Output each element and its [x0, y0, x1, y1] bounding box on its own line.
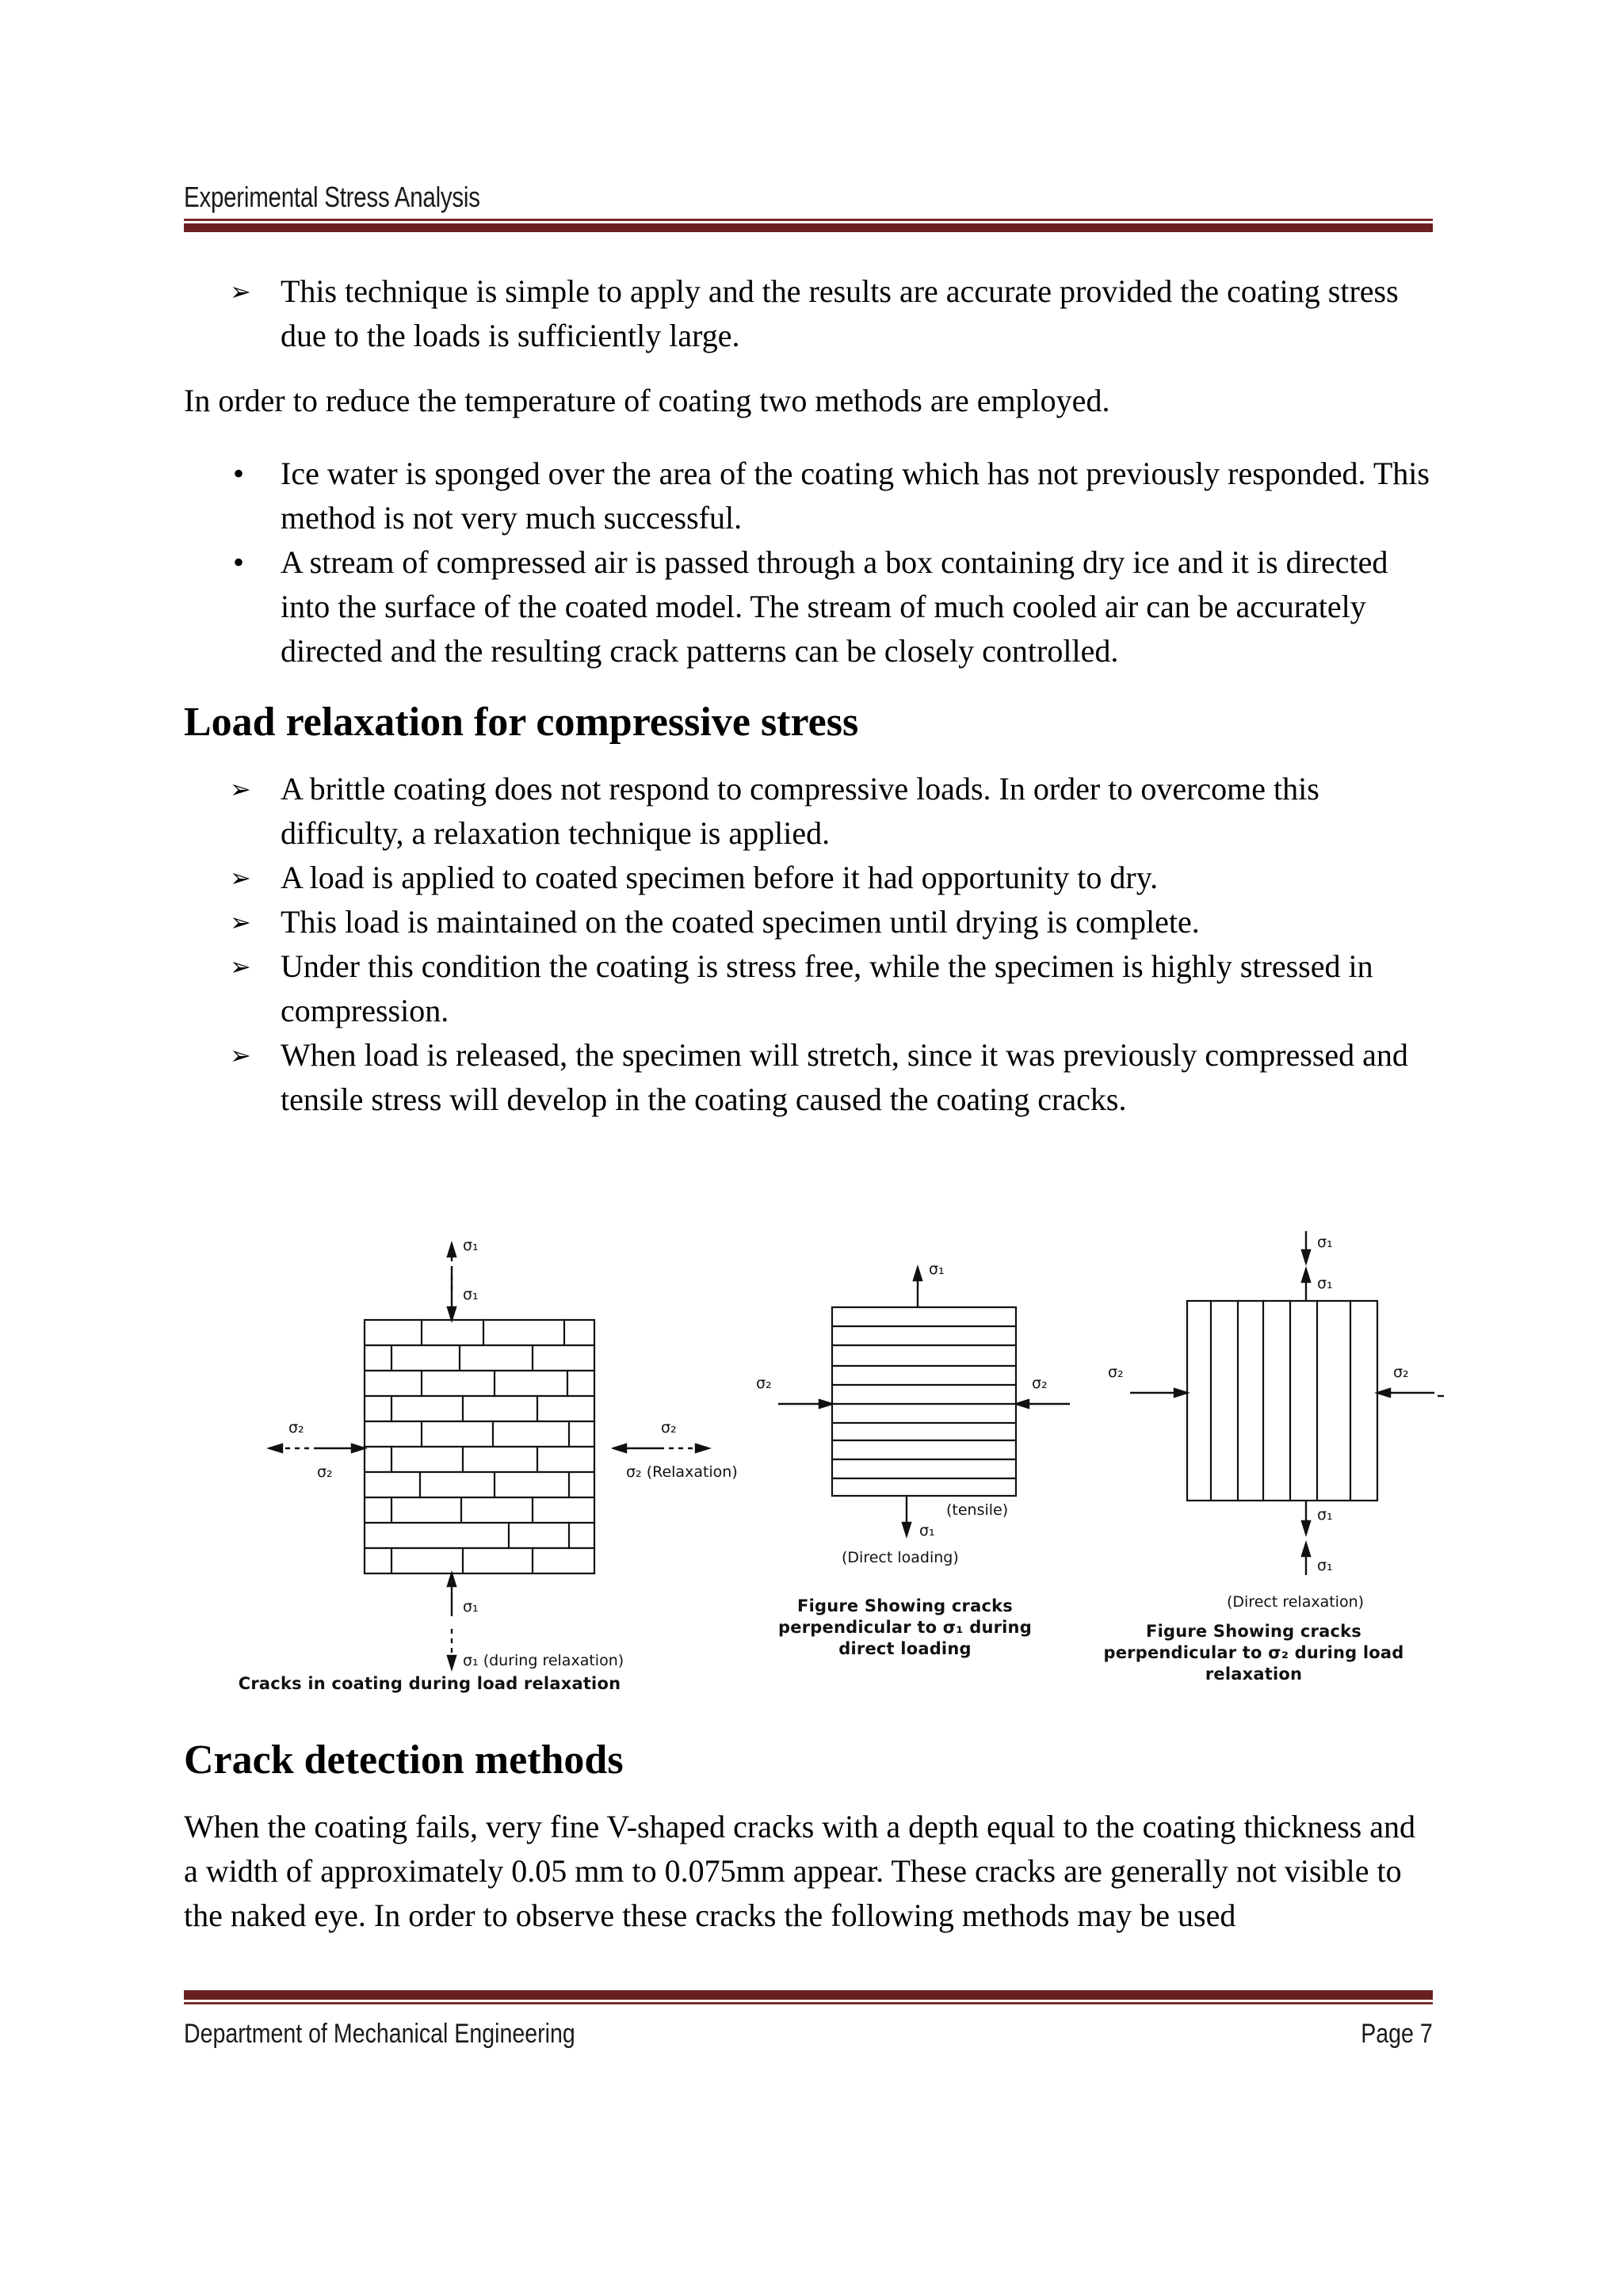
figure3-caption-bold: Figure	[1146, 1622, 1208, 1641]
page-header	[184, 181, 1433, 232]
list-item	[184, 1033, 1433, 1122]
closing-paragraph: When the coating fails, very fine V-shaped cracks with a depth equal to the coating thickness and a width of approximately 0.05 mm to 0.075mm appear. These cracks are generally not visible to the naked eye. In order to observe these cracks the following methods may be used	[184, 1809, 1415, 1933]
sigma2-left-label: σ₂	[1108, 1363, 1124, 1381]
figure-cracks-direct-loading	[739, 1252, 1071, 1660]
figure3-caption	[1056, 1621, 1452, 1685]
direct-loading-label: (Direct loading)	[842, 1549, 959, 1566]
figure-vertical-stripes-diagram	[1079, 1228, 1444, 1640]
direct-relaxation-label: (Direct relaxation)	[1227, 1593, 1365, 1611]
list-item-text: When load is released, the specimen will stretch, since it was previously compressed and tensile stress will develop in the coating caused the coating cracks.	[281, 1037, 1408, 1117]
figure-cracks-load-relaxation	[184, 1220, 675, 1695]
list-item	[184, 540, 1433, 673]
sigma2-left-label: σ₂	[756, 1375, 772, 1392]
sigma1-top-inner-label: σ₁	[1317, 1275, 1333, 1292]
list-item-text: A load is applied to coated specimen before it had opportunity to dry.	[281, 860, 1159, 895]
footer-page-number: Page 7	[1361, 2019, 1433, 2049]
list-item-text: A stream of compressed air is passed through a box containing dry ice and it is directed into the surface of the coated model. The stream of much cooled air can be accurately directed and the resulting crack patterns can be closely controlled.	[281, 544, 1388, 669]
figure2-caption-line2: perpendicular to σ₁ during	[778, 1618, 1032, 1637]
list-item	[184, 452, 1433, 540]
figure2-caption	[739, 1596, 1071, 1660]
dot-bullet-icon: •	[233, 456, 245, 491]
footer-text-row	[184, 2019, 1433, 2050]
sigma1-bottom-label: σ₁	[919, 1522, 935, 1539]
figure1-caption: Cracks in coating during load relaxation	[238, 1674, 621, 1693]
header-divider	[184, 219, 1433, 232]
header-title: Experimental Stress Analysis	[184, 181, 480, 213]
figure3-caption-line2: perpendicular to σ₂ during load relaxation	[1103, 1643, 1404, 1684]
sigma1-bottom-dashed-label: σ₁ (during relaxation)	[463, 1652, 624, 1669]
sigma1-top-outer-label: σ₁	[1317, 1234, 1333, 1251]
figure-group	[184, 1220, 1433, 1727]
dot-bullet-icon: •	[233, 544, 245, 580]
sigma2-right-label: σ₂	[1032, 1375, 1048, 1392]
figure-horizontal-stripes-diagram	[739, 1252, 1071, 1648]
list-item	[184, 900, 1433, 944]
sigma2-right-solid-label: σ₂	[661, 1419, 677, 1436]
sigma1-top-label: σ₁	[929, 1261, 945, 1278]
list-item-text: This technique is simple to apply and the results are accurate provided the coating stress due to the loads is sufficiently large.	[281, 273, 1399, 353]
figure3-caption-rest: Showing cracks	[1212, 1622, 1361, 1641]
section-heading-load-relaxation: Load relaxation for compressive stress	[184, 700, 859, 745]
sigma2-left-dashed-label: σ₂	[288, 1419, 304, 1436]
section-heading-crack-detection: Crack detection methods	[184, 1737, 624, 1783]
footer-divider	[184, 1990, 1433, 2004]
sigma1-bottom-inner-label: σ₁	[1317, 1506, 1333, 1524]
document-body	[184, 269, 1433, 1122]
figure2-caption-rest: Showing cracks	[864, 1596, 1013, 1615]
list-item-text: Under this condition the coating is stress free, while the specimen is highly stressed in compression.	[281, 948, 1373, 1028]
figure-brick-diagram	[184, 1220, 675, 1695]
list-item-text: A brittle coating does not respond to compressive loads. In order to overcome this difficulty, a relaxation technique is applied.	[281, 771, 1319, 851]
sigma1-top-solid-label: σ₁	[463, 1286, 479, 1303]
crack-detection-section	[184, 1735, 1433, 1946]
sigma1-top-dashed-label: σ₁	[463, 1237, 479, 1254]
tensile-note-label: (tensile)	[946, 1501, 1009, 1519]
intro-paragraph: In order to reduce the temperature of coating two methods are employed.	[184, 383, 1110, 418]
top-bullet-list	[184, 269, 1433, 358]
arrow-bullet-icon: ➢	[230, 907, 251, 937]
list-item	[184, 944, 1433, 1033]
sigma2-relaxation-label: σ₂ (Relaxation)	[626, 1463, 738, 1481]
figure-cracks-load-relaxation-vertical	[1079, 1228, 1452, 1685]
method-bullet-list	[184, 452, 1433, 673]
figure2-caption-bold: Figure	[797, 1596, 859, 1615]
list-item-text: Ice water is sponged over the area of the coating which has not previously responded. This method is not very much successful.	[281, 456, 1430, 536]
sigma1-bottom-outer-label: σ₁	[1317, 1557, 1333, 1574]
page-footer	[184, 1990, 1433, 2050]
arrow-bullet-icon: ➢	[230, 277, 251, 307]
arrow-bullet-icon: ➢	[230, 1040, 251, 1070]
footer-department: Department of Mechanical Engineering	[184, 2019, 575, 2049]
arrow-bullet-icon: ➢	[230, 863, 251, 893]
list-item	[184, 269, 1433, 358]
sigma2-left-solid-label: σ₂	[317, 1463, 333, 1481]
relaxation-bullet-list	[184, 767, 1433, 1122]
sigma2-right-label: σ₂	[1393, 1363, 1409, 1381]
figure2-caption-line3: direct loading	[838, 1639, 972, 1658]
list-item-text: This load is maintained on the coated specimen until drying is complete.	[281, 904, 1200, 940]
sigma1-bottom-solid-label: σ₁	[463, 1598, 479, 1615]
list-item	[184, 767, 1433, 856]
list-item	[184, 856, 1433, 900]
arrow-bullet-icon: ➢	[230, 774, 251, 804]
arrow-bullet-icon: ➢	[230, 952, 251, 982]
